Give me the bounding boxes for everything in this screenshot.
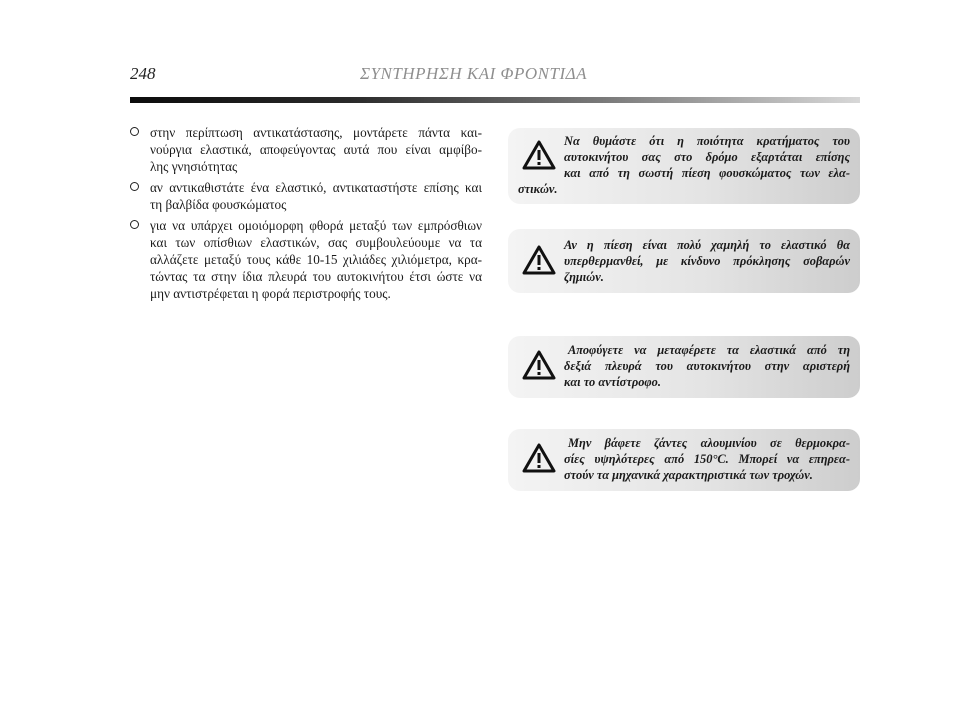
warning-box — [508, 229, 860, 293]
warning-line: αυτοκινήτου σας στο δρόμο εξαρτάται επίσης — [564, 150, 850, 164]
warning-line: και το αντίστροφο. — [564, 375, 661, 389]
warning-line: ζημιών. — [564, 270, 604, 284]
warning-text — [564, 342, 850, 390]
warning-line: και από τη σωστή πίεση φουσκώματος των ελα- — [564, 166, 850, 180]
warning-box — [508, 128, 860, 204]
warning-line: Αποφύγετε να μεταφέρετε τα ελαστικά από τη — [568, 343, 850, 357]
bullet-line: λης γνησιότητας — [150, 159, 238, 174]
bullet-circle-icon — [130, 182, 139, 191]
warning-line: Να θυμάστε ότι η ποιότητα κρατήματος του — [564, 134, 850, 148]
bullet-line: και των οπίσθιων ελαστικών, σας συμβουλεύουμε να τα — [150, 235, 482, 250]
bullet-line: αν αντικαθιστάτε ένα ελαστικό, αντικαταστήστε επίσης και — [150, 180, 482, 195]
warning-text-tail — [518, 181, 838, 197]
bullet-line: για να υπάρχει ομοιόμορφη φθορά μεταξύ των εμπρόσθιων — [150, 218, 482, 233]
warning-triangle-icon — [522, 350, 556, 380]
header-rule — [130, 97, 860, 103]
bullet-item — [130, 179, 482, 213]
page-number: 248 — [130, 64, 156, 83]
bullet-list — [130, 124, 482, 306]
warning-text — [564, 237, 850, 285]
warning-text — [564, 435, 850, 483]
bullet-line: νούργια ελαστικά, αποφεύγοντας αυτά που είναι αμφίβο- — [150, 142, 482, 157]
warning-triangle-icon — [522, 443, 556, 473]
warning-line: υπερθερμανθεί, με κίνδυνο πρόκλησης σοβαρών — [564, 254, 850, 268]
bullet-line: στην περίπτωση αντικατάστασης, μοντάρετε πάντα και- — [150, 125, 482, 140]
bullet-item — [130, 217, 482, 302]
warning-line: Μην βάφετε ζάντες αλουμινίου σε θερμοκρα- — [568, 436, 850, 450]
warning-line: στικών. — [518, 182, 558, 196]
bullet-line: αλλάζετε μεταξύ τους κάθε 10-15 χιλιάδες χιλιόμετρα, κρα- — [150, 252, 482, 267]
bullet-line: τη βαλβίδα φουσκώματος — [150, 197, 287, 212]
section-title: ΣΥΝΤΗΡΗΣΗ ΚΑΙ ΦΡΟΝΤΙΔΑ — [360, 64, 587, 83]
warning-text — [564, 133, 850, 181]
bullet-circle-icon — [130, 220, 139, 229]
warning-line: σίες υψηλότερες από 150°C. Μπορεί να επηρεα- — [564, 452, 850, 466]
warning-box — [508, 429, 860, 491]
warning-triangle-icon — [522, 140, 556, 170]
warning-triangle-icon — [522, 245, 556, 275]
warning-line: Αν η πίεση είναι πολύ χαμηλή το ελαστικό θα — [564, 238, 850, 252]
warning-line: δεξιά πλευρά του αυτοκινήτου στην αριστερή — [564, 359, 850, 373]
bullet-line: μην αντιστρέφεται η φορά περιστροφής τους. — [150, 286, 391, 301]
page-header — [130, 64, 860, 88]
bullet-item — [130, 124, 482, 175]
warning-line: στούν τα μηχανικά χαρακτηριστικά των τροχών. — [564, 468, 813, 482]
warning-box — [508, 336, 860, 398]
bullet-line: τώντας τα στην ίδια πλευρά του αυτοκινήτου έτσι ώστε να — [150, 269, 482, 284]
bullet-circle-icon — [130, 127, 139, 136]
